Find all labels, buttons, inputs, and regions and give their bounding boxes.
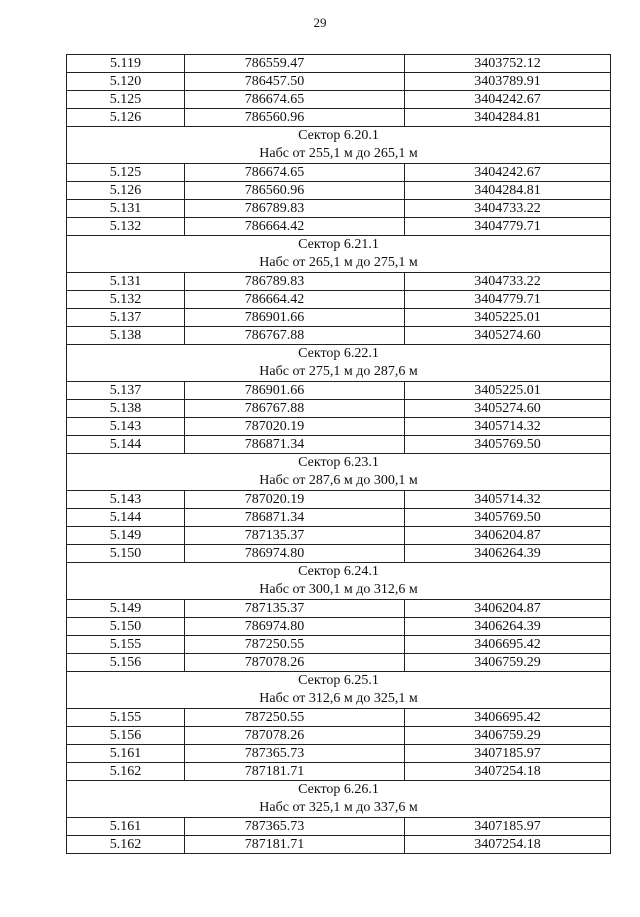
x-coordinate: 787250.55	[185, 709, 405, 727]
point-number: 5.132	[67, 291, 185, 309]
y-coordinate: 3404242.67	[405, 164, 611, 182]
x-coordinate: 786664.42	[185, 291, 405, 309]
x-coordinate: 787135.37	[185, 600, 405, 618]
height-range-row	[67, 799, 611, 818]
table-row	[67, 218, 611, 236]
table-row	[67, 382, 611, 400]
y-coordinate: 3404733.22	[405, 273, 611, 291]
sector-header-row	[67, 781, 611, 800]
table-row	[67, 818, 611, 836]
point-number: 5.143	[67, 491, 185, 509]
table-row	[67, 273, 611, 291]
point-number: 5.161	[67, 745, 185, 763]
coordinates-table-body	[67, 55, 611, 854]
y-coordinate: 3404779.71	[405, 218, 611, 236]
y-coordinate: 3406759.29	[405, 654, 611, 672]
point-number: 5.137	[67, 309, 185, 327]
point-number: 5.131	[67, 200, 185, 218]
x-coordinate: 787020.19	[185, 491, 405, 509]
table-row	[67, 418, 611, 436]
table-row	[67, 436, 611, 454]
point-number: 5.125	[67, 164, 185, 182]
y-coordinate: 3407254.18	[405, 836, 611, 854]
y-coordinate: 3403789.91	[405, 73, 611, 91]
point-number: 5.161	[67, 818, 185, 836]
point-number: 5.144	[67, 509, 185, 527]
height-range: Набс от 275,1 м до 287,6 м	[67, 363, 611, 382]
table-row	[67, 727, 611, 745]
y-coordinate: 3405714.32	[405, 418, 611, 436]
x-coordinate: 786559.47	[185, 55, 405, 73]
table-row	[67, 73, 611, 91]
sector-title: Сектор 6.25.1	[67, 672, 611, 691]
page-number: 29	[313, 15, 327, 30]
point-number: 5.155	[67, 636, 185, 654]
y-coordinate: 3404242.67	[405, 91, 611, 109]
y-coordinate: 3406264.39	[405, 618, 611, 636]
x-coordinate: 787181.71	[185, 763, 405, 781]
table-row	[67, 491, 611, 509]
point-number: 5.138	[67, 327, 185, 345]
point-number: 5.125	[67, 91, 185, 109]
sector-title: Сектор 6.21.1	[67, 236, 611, 255]
point-number: 5.120	[67, 73, 185, 91]
x-coordinate: 786974.80	[185, 618, 405, 636]
x-coordinate: 786789.83	[185, 273, 405, 291]
table-row	[67, 654, 611, 672]
table-row	[67, 309, 611, 327]
table-row	[67, 763, 611, 781]
table-row	[67, 545, 611, 563]
y-coordinate: 3405225.01	[405, 309, 611, 327]
sector-header-row	[67, 345, 611, 364]
point-number: 5.156	[67, 727, 185, 745]
sector-header-row	[67, 563, 611, 582]
y-coordinate: 3405769.50	[405, 509, 611, 527]
point-number: 5.156	[67, 654, 185, 672]
x-coordinate: 786767.88	[185, 327, 405, 345]
point-number: 5.126	[67, 182, 185, 200]
point-number: 5.150	[67, 545, 185, 563]
table-row	[67, 527, 611, 545]
height-range-row	[67, 472, 611, 491]
table-row	[67, 745, 611, 763]
y-coordinate: 3406264.39	[405, 545, 611, 563]
height-range: Набс от 325,1 м до 337,6 м	[67, 799, 611, 818]
x-coordinate: 786901.66	[185, 382, 405, 400]
y-coordinate: 3406204.87	[405, 527, 611, 545]
x-coordinate: 787250.55	[185, 636, 405, 654]
x-coordinate: 786664.42	[185, 218, 405, 236]
sector-title: Сектор 6.24.1	[67, 563, 611, 582]
y-coordinate: 3406695.42	[405, 709, 611, 727]
x-coordinate: 786674.65	[185, 91, 405, 109]
y-coordinate: 3407254.18	[405, 763, 611, 781]
x-coordinate: 787020.19	[185, 418, 405, 436]
point-number: 5.162	[67, 763, 185, 781]
x-coordinate: 787078.26	[185, 654, 405, 672]
table-row	[67, 509, 611, 527]
point-number: 5.119	[67, 55, 185, 73]
y-coordinate: 3405274.60	[405, 400, 611, 418]
height-range-row	[67, 254, 611, 273]
height-range: Набс от 287,6 м до 300,1 м	[67, 472, 611, 491]
y-coordinate: 3405274.60	[405, 327, 611, 345]
y-coordinate: 3407185.97	[405, 818, 611, 836]
height-range: Набс от 312,6 м до 325,1 м	[67, 690, 611, 709]
y-coordinate: 3405225.01	[405, 382, 611, 400]
sector-title: Сектор 6.26.1	[67, 781, 611, 800]
sector-header-row	[67, 127, 611, 146]
y-coordinate: 3406759.29	[405, 727, 611, 745]
point-number: 5.132	[67, 218, 185, 236]
y-coordinate: 3407185.97	[405, 745, 611, 763]
y-coordinate: 3404779.71	[405, 291, 611, 309]
x-coordinate: 786674.65	[185, 164, 405, 182]
table-row	[67, 109, 611, 127]
sector-title: Сектор 6.20.1	[67, 127, 611, 146]
x-coordinate: 787365.73	[185, 745, 405, 763]
y-coordinate: 3404284.81	[405, 109, 611, 127]
x-coordinate: 786901.66	[185, 309, 405, 327]
point-number: 5.137	[67, 382, 185, 400]
sector-title: Сектор 6.23.1	[67, 454, 611, 473]
height-range: Набс от 300,1 м до 312,6 м	[67, 581, 611, 600]
table-row	[67, 91, 611, 109]
point-number: 5.143	[67, 418, 185, 436]
point-number: 5.149	[67, 527, 185, 545]
y-coordinate: 3404284.81	[405, 182, 611, 200]
table-row	[67, 636, 611, 654]
x-coordinate: 786871.34	[185, 436, 405, 454]
x-coordinate: 786871.34	[185, 509, 405, 527]
table-row	[67, 164, 611, 182]
height-range-row	[67, 581, 611, 600]
x-coordinate: 786789.83	[185, 200, 405, 218]
height-range: Набс от 265,1 м до 275,1 м	[67, 254, 611, 273]
table-row	[67, 709, 611, 727]
y-coordinate: 3406204.87	[405, 600, 611, 618]
x-coordinate: 786457.50	[185, 73, 405, 91]
point-number: 5.150	[67, 618, 185, 636]
y-coordinate: 3403752.12	[405, 55, 611, 73]
sector-header-row	[67, 672, 611, 691]
y-coordinate: 3404733.22	[405, 200, 611, 218]
coordinates-table	[66, 54, 611, 854]
point-number: 5.162	[67, 836, 185, 854]
table-row	[67, 55, 611, 73]
table-row	[67, 618, 611, 636]
x-coordinate: 786560.96	[185, 109, 405, 127]
sector-header-row	[67, 454, 611, 473]
table-row	[67, 200, 611, 218]
height-range-row	[67, 145, 611, 164]
point-number: 5.131	[67, 273, 185, 291]
table-row	[67, 327, 611, 345]
x-coordinate: 787181.71	[185, 836, 405, 854]
point-number: 5.126	[67, 109, 185, 127]
height-range-row	[67, 690, 611, 709]
x-coordinate: 786974.80	[185, 545, 405, 563]
table-row	[67, 400, 611, 418]
y-coordinate: 3405769.50	[405, 436, 611, 454]
table-row	[67, 291, 611, 309]
x-coordinate: 787078.26	[185, 727, 405, 745]
point-number: 5.155	[67, 709, 185, 727]
x-coordinate: 786560.96	[185, 182, 405, 200]
table-row	[67, 182, 611, 200]
height-range: Набс от 255,1 м до 265,1 м	[67, 145, 611, 164]
y-coordinate: 3405714.32	[405, 491, 611, 509]
x-coordinate: 787135.37	[185, 527, 405, 545]
point-number: 5.144	[67, 436, 185, 454]
x-coordinate: 787365.73	[185, 818, 405, 836]
table-row	[67, 600, 611, 618]
table-row	[67, 836, 611, 854]
y-coordinate: 3406695.42	[405, 636, 611, 654]
x-coordinate: 786767.88	[185, 400, 405, 418]
point-number: 5.149	[67, 600, 185, 618]
sector-title: Сектор 6.22.1	[67, 345, 611, 364]
sector-header-row	[67, 236, 611, 255]
height-range-row	[67, 363, 611, 382]
point-number: 5.138	[67, 400, 185, 418]
